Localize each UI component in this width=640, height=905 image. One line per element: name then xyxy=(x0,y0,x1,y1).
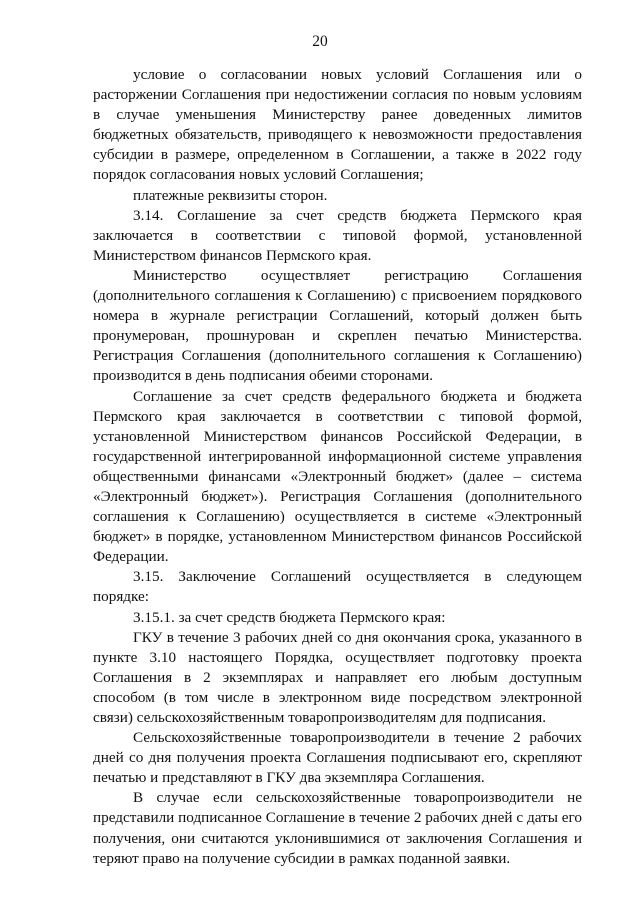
paragraph-3-14: 3.14. Соглашение за счет средств бюджета Пермского края заключается в соответствии с типовой формой, установленной Министерством финансов Пермского края. xyxy=(93,206,582,264)
paragraph-registration: Министерство осуществляет регистрацию Соглашения (дополнительного соглашения к Соглашению) с присвоением порядкового номера в журнале регистрации Соглашений, который должен быть пронумерован, прошнурован и скреплен печатью Министерства. Регистрация Соглашения (дополнительного соглашения к Соглашению) производится в день подписания обеими сторонами. xyxy=(93,266,582,385)
paragraph-payment-details: платежные реквизиты сторон. xyxy=(133,186,328,204)
paragraph-federal-budget: Соглашение за счет средств федерального бюджета и бюджета Пермского края заключается в соответствии с типовой формой, установленной Министерством финансов Российской Федерации, в государственной интегрированной информационной системе управления общественными финансами «Электронный бюджет» (далее – система «Электронный бюджет»). Регистрация Соглашения (дополнительного соглашения к Соглашению) осуществляется в системе «Электронный бюджет» в порядке, установленном Министерством финансов Российской Федерации. xyxy=(93,387,582,566)
paragraph-evasion: В случае если сельскохозяйственные товаропроизводители не представили подписанное Соглашение в течение 2 рабочих дней с даты его получения, они считаются уклонившимися от заключения Соглашения и теряют право на получение субсидии в рамках поданной заявки. xyxy=(93,789,582,867)
page-number: 20 xyxy=(312,33,328,50)
paragraph-gku: ГКУ в течение 3 рабочих дней со дня окончания срока, указанного в пункте 3.10 настоящего Порядка, осуществляет подготовку проекта Соглашения в 2 экземплярах и направляет его любым доступным способом (в том числе в электронном виде посредством электронной связи) сельскохозяйственным товаропроизводителям для подписания. xyxy=(93,628,582,726)
document-body xyxy=(93,65,582,869)
paragraph-3-15: 3.15. Заключение Соглашений осуществляется в следующем порядке: xyxy=(93,568,582,606)
paragraph-producers-sign: Сельскохозяйственные товаропроизводители в течение 2 рабочих дней со дня получения проекта Соглашения подписывают его, скрепляют печатью и представляют в ГКУ два экземпляра Соглашения. xyxy=(93,729,582,787)
paragraph-3-15-1: 3.15.1. за счет средств бюджета Пермского края: xyxy=(133,608,446,626)
paragraph-condition: условие о согласовании новых условий Соглашения или о расторжении Соглашения при недостижении согласия по новым условиям в случае уменьшения Министерству ранее доведенных лимитов бюджетных обязательств, приводящего к невозможности предоставления субсидии в размере, определенном в Соглашении, а также в 2022 году порядок согласования новых условий Соглашения; xyxy=(93,66,582,184)
